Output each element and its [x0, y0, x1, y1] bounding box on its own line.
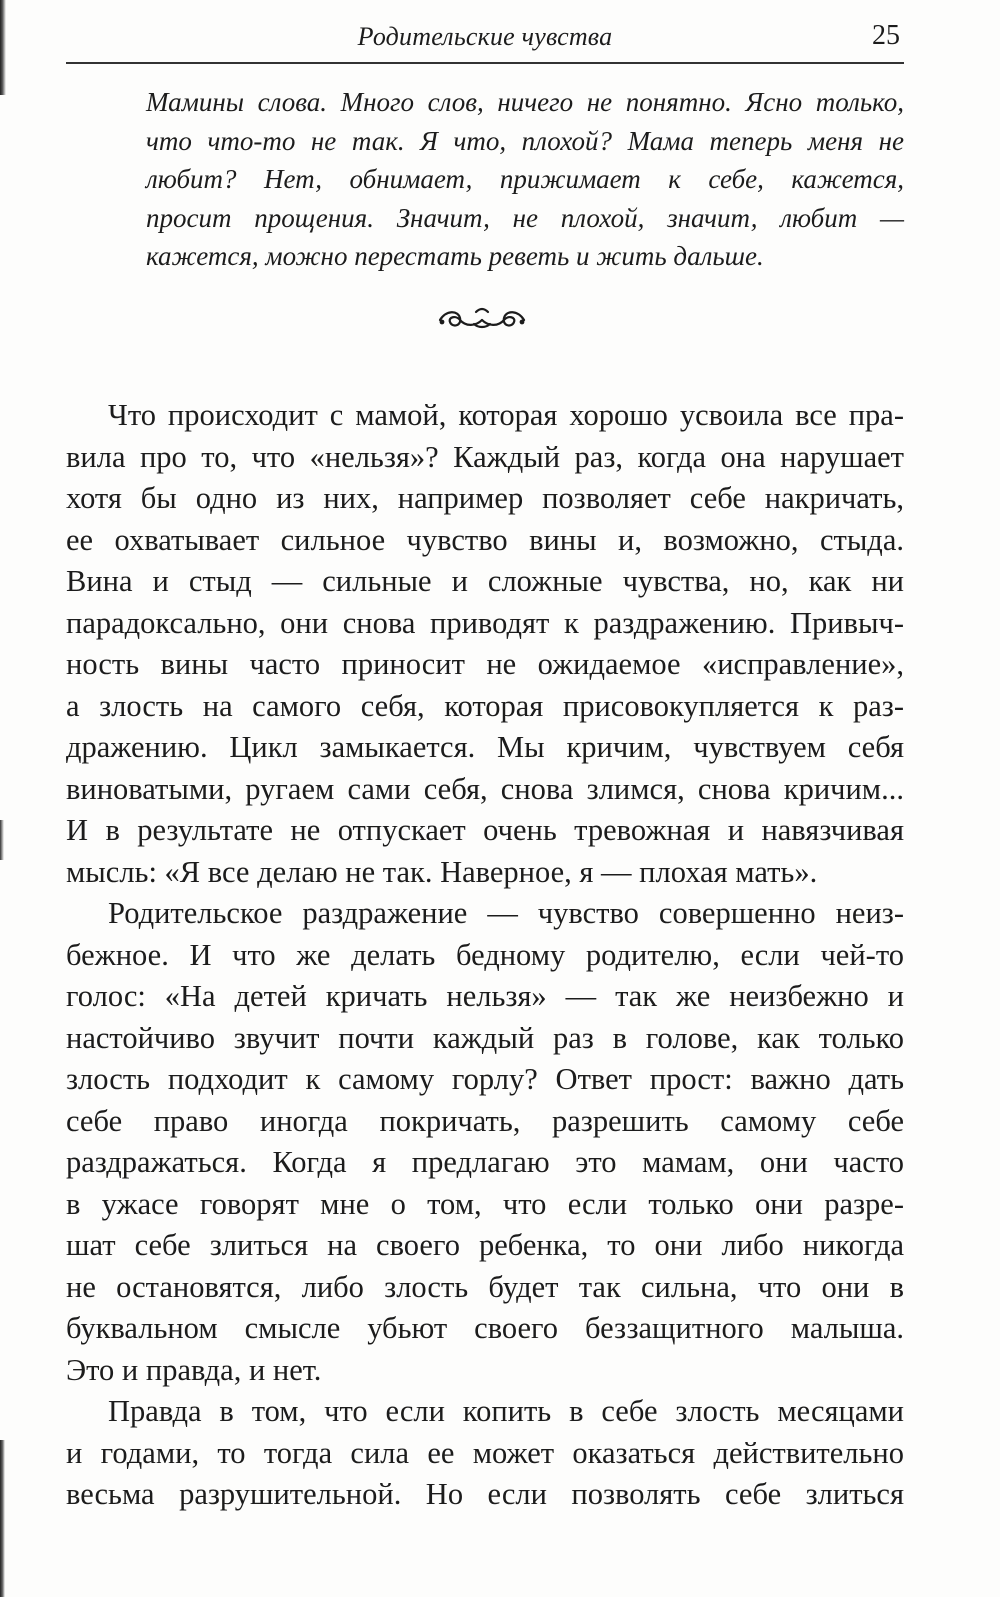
scan-edge-shadow	[0, 0, 6, 95]
epigraph-line: просит прощения. Значит, не плохой, значит, любит —	[146, 202, 904, 233]
text-line: не остановятся, либо злость будет так сильна, что они в	[66, 1269, 904, 1304]
text-line: ность вины часто приносит не ожидаемое «исправление»,	[66, 647, 904, 681]
text-line: виноватыми, ругаем сами себя, снова злимся, снова кричим...	[66, 771, 904, 806]
text-line: злость подходит к самому горлу? Ответ прост: важно дать	[66, 1062, 904, 1096]
scan-edge-shadow	[0, 1440, 5, 1597]
page-number: 25	[872, 20, 900, 51]
text-line: вила про то, что «нельзя»? Каждый раз, когда она нарушает	[66, 439, 904, 474]
epigraph-line: что что-то не так. Я что, плохой? Мама теперь меня не	[146, 125, 904, 156]
text-line: раздражаться. Когда я предлагаю это мамам, они часто	[66, 1145, 904, 1179]
ornament-dot	[520, 320, 525, 325]
body-text	[66, 395, 904, 1516]
text-line: Это и правда, и нет.	[66, 1352, 322, 1387]
text-line: бежное. И что же делать бедному родителю, если чей-то	[66, 937, 904, 972]
paragraph	[66, 395, 904, 893]
text-line: в ужасе говорят мне о том, что если только они разре-	[66, 1186, 904, 1221]
paragraph	[66, 1391, 904, 1516]
epigraph-line: любит? Нет, обнимает, прижимает к себе, кажется,	[146, 164, 904, 194]
ornament-dot	[440, 320, 445, 325]
text-line: и годами, то тогда сила ее может оказаться действительно	[66, 1435, 904, 1470]
scan-edge-shadow	[0, 820, 4, 860]
text-line: голос: «На детей кричать нельзя» — так же неизбежно и	[66, 979, 904, 1013]
text-line: ее охватывает сильное чувство вины и, возможно, стыда.	[66, 522, 904, 557]
text-line: Правда в том, что если копить в себе злость месяцами	[108, 1394, 904, 1428]
text-line: настойчиво звучит почти каждый раз в голове, как только	[66, 1020, 904, 1055]
text-line: а злость на самого себя, которая присовокупляется к раз-	[66, 688, 904, 723]
epigraph	[146, 83, 904, 276]
running-title: Родительские чувства	[357, 22, 613, 51]
text-line: буквальном смысле убьют своего беззащитного малыша.	[66, 1311, 904, 1345]
text-line: весьма разрушительной. Но если позволять себе злиться	[66, 1477, 904, 1511]
text-line: хотя бы одно из них, например позволяет себе накричать,	[66, 481, 904, 515]
paragraph	[66, 893, 904, 1391]
text-line: И в результате не отпускает очень тревожная и навязчивая	[66, 813, 904, 847]
text-line: мысль: «Я все делаю не так. Наверное, я — плохая мать».	[66, 854, 818, 889]
text-line: шат себе злиться на своего ребенка, то они либо никогда	[66, 1228, 904, 1262]
text-line: себе право иногда покричать, разрешить самому себе	[66, 1103, 904, 1138]
running-head	[66, 18, 904, 58]
text-line: Что происходит с мамой, которая хорошо усвоила все пра-	[108, 398, 904, 432]
epigraph-line: кажется, можно перестать реветь и жить дальше.	[146, 241, 764, 271]
text-line: Родительское раздражение — чувство совершенно неиз-	[108, 896, 904, 930]
text-line: Вина и стыд — сильные и сложные чувства, но, как ни	[66, 564, 904, 598]
text-line: парадоксально, они снова приводят к раздражению. Привыч-	[66, 605, 904, 640]
header-rule	[66, 62, 904, 64]
epigraph-line: Мамины слова. Много слов, ничего не понятно. Ясно только,	[146, 87, 904, 117]
fleuron-ornament-icon	[436, 300, 528, 336]
text-line: дражению. Цикл замыкается. Мы кричим, чувствуем себя	[66, 730, 904, 764]
